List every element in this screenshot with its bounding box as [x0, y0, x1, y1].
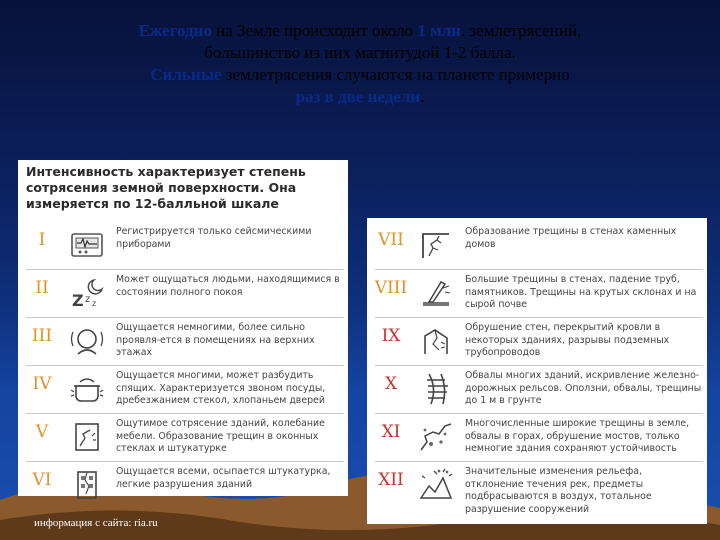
- roman-numeral: II: [35, 278, 49, 298]
- heading-highlight-strong: Сильные: [150, 65, 222, 84]
- scale-row-8: [367, 270, 707, 318]
- roman-numeral: I: [38, 230, 46, 250]
- intensity-scale-panel-right: [367, 218, 707, 524]
- cooking-pot-icon: [68, 372, 106, 406]
- roman-numeral: IX: [381, 326, 401, 346]
- slide-heading: [40, 20, 680, 108]
- roman-numeral: IV: [32, 374, 52, 394]
- cracked-building-icon: [68, 468, 106, 502]
- row-description: Может ощущаться людьми, находящимися в состоянии полного покоя: [116, 274, 340, 298]
- heading-highlight-million: 1 млн: [417, 21, 461, 40]
- svg-text:Z: Z: [72, 291, 84, 310]
- row-description: Обвалы многих зданий, искривление железно-дорожных рельсов. Оползни, обвалы, трещины до 1 м в грунте: [465, 370, 702, 406]
- person-head-icon: [68, 324, 106, 358]
- source-footer: информация с сайта: ria.ru: [34, 517, 158, 529]
- roman-numeral: V: [35, 422, 49, 442]
- svg-text:z: z: [85, 294, 91, 305]
- row-description: Ощутимое сотрясение зданий, колебание мебели. Образование трещин в оконных стеклах и штукатурке: [116, 418, 325, 454]
- cracked-wall-icon: [417, 228, 455, 262]
- seismograph-icon: [68, 228, 106, 262]
- scale-row-4: [18, 366, 348, 414]
- roman-numeral: VII: [378, 230, 404, 250]
- heading-line-4: раз в две недели.: [295, 87, 425, 106]
- falling-monument-icon: [417, 276, 455, 310]
- bent-rails-icon: [417, 372, 455, 406]
- scale-row-6: [18, 462, 348, 496]
- total-destruction-icon: [417, 468, 455, 502]
- heading-line-2: большинство из них магнитудой 1-2 балла.: [204, 43, 516, 62]
- scale-row-5: [18, 414, 348, 462]
- heading-highlight-annually: Ежегодно: [138, 21, 212, 40]
- roman-numeral: III: [31, 326, 53, 346]
- heading-line-1: Ежегодно на Земле происходит около 1 млн. землетрясений,: [138, 21, 582, 40]
- row-description: Ощущается всеми, осыпается штукатурка, легкие разрушения зданий: [116, 466, 331, 490]
- ground-fissure-icon: [417, 420, 455, 454]
- collapsed-roof-icon: [417, 324, 455, 358]
- scale-row-11: [367, 414, 707, 462]
- scale-row-9: [367, 318, 707, 366]
- row-description: Регистрируется только сейсмическими приборами: [116, 226, 312, 250]
- scale-row-10: [367, 366, 707, 414]
- row-description: Обрушение стен, перекрытий кровли в некоторых зданиях, разрывы подземных трубопроводов: [465, 322, 670, 358]
- scale-intro-text: Интенсивность характеризует степень сотрясения земной поверхности. Она измеряется по 12-балльной шкале: [26, 164, 306, 211]
- roman-numeral: XI: [381, 422, 401, 442]
- row-description: Ощущается немногими, более сильно проявля-ется в помещениях на верхних этажах: [116, 322, 315, 358]
- intensity-scale-panel-left: [18, 160, 348, 496]
- svg-text:z: z: [92, 299, 97, 308]
- sleeping-icon: [68, 276, 106, 310]
- roman-numeral: X: [384, 374, 398, 394]
- row-description: Большие трещины в стенах, падение труб, памятников. Трещины на крутых склонах и на сырой почве: [465, 274, 697, 310]
- row-description: Значительные изменения рельефа, отклонение течения рек, предметы подбрасываются в воздух, тотальное разрушение сооружений: [465, 466, 652, 515]
- scale-row-12: [367, 462, 707, 522]
- heading-highlight-biweekly: раз в две недели: [295, 87, 421, 106]
- scale-row-2: [18, 270, 348, 318]
- row-description: Образование трещины в стенах каменных домов: [465, 226, 677, 250]
- roman-numeral: VI: [32, 470, 52, 490]
- cracked-window-icon: [68, 420, 106, 454]
- scale-row-1: [18, 222, 348, 270]
- roman-numeral: XII: [378, 470, 404, 490]
- heading-line-3: Сильные землетрясения случаются на планете примерно: [150, 65, 570, 84]
- row-description: Многочисленные широкие трещины в земле, обвалы в горах, обрушение мостов, только немногие здания сохраняют устойчивость: [465, 418, 690, 454]
- roman-numeral: VIII: [374, 278, 408, 298]
- scale-row-7: [367, 222, 707, 270]
- scale-row-3: [18, 318, 348, 366]
- row-description: Ощущается многими, может разбудить спящих. Характеризуется звоном посуды, дребезжанием стекол, хлопаньем дверей: [116, 370, 326, 406]
